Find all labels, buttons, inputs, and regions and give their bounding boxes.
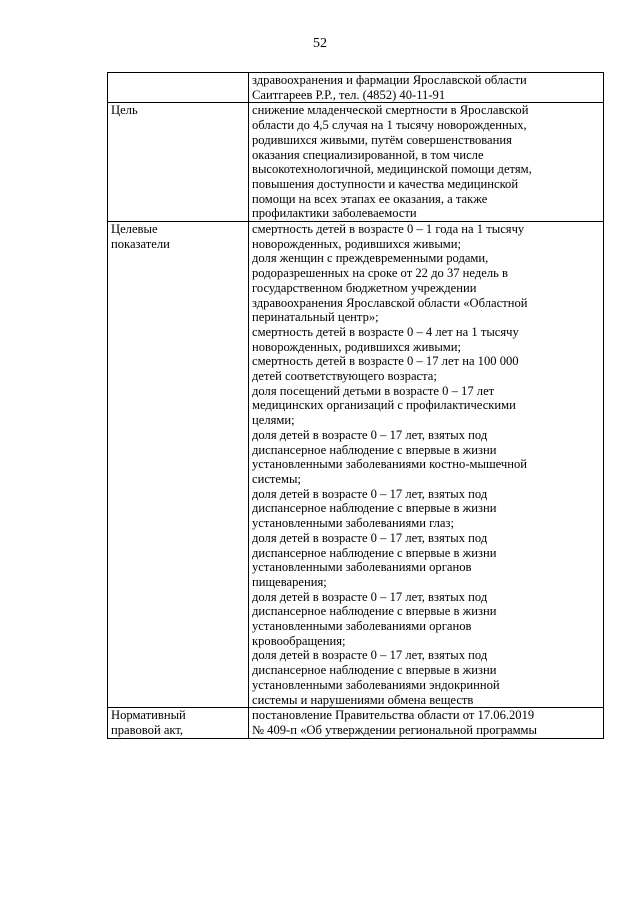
row-content-cell xyxy=(249,708,604,738)
row-content-line: здравоохранения Ярославской области «Областной xyxy=(252,295,528,310)
row-content-line: диспансерное наблюдение с впервые в жизни xyxy=(252,501,497,516)
table-row xyxy=(108,103,604,222)
page-number: 52 xyxy=(313,36,327,51)
row-label-line: Нормативный xyxy=(111,708,186,723)
row-content-line: установленными заболеваниями глаз; xyxy=(252,516,454,531)
row-label-line: Цель xyxy=(111,103,138,118)
row-content-cell xyxy=(249,73,604,103)
row-content-line: доля посещений детьми в возрасте 0 – 17 лет xyxy=(252,383,495,398)
table-row xyxy=(108,222,604,708)
row-content-line: диспансерное наблюдение с впервые в жизни xyxy=(252,545,497,560)
row-content-line: смертность детей в возрасте 0 – 17 лет на 100 000 xyxy=(252,354,519,369)
row-content-line: доля детей в возрасте 0 – 17 лет, взятых под xyxy=(252,648,488,663)
row-label-line: правовой акт, xyxy=(111,722,184,737)
row-content-line: оказания специализированной, в том числе xyxy=(252,147,484,162)
row-content-line: помощи на всех этапах ее оказания, а также xyxy=(252,191,488,206)
row-content-line: диспансерное наблюдение с впервые в жизни xyxy=(252,663,497,678)
row-content-line: диспансерное наблюдение с впервые в жизни xyxy=(252,604,497,619)
row-content-line: доля детей в возрасте 0 – 17 лет, взятых под xyxy=(252,589,488,604)
table-row xyxy=(108,73,604,103)
row-content-line: снижение младенческой смертности в Ярославской xyxy=(252,103,529,118)
row-content-line: родившихся живыми, путём совершенствования xyxy=(252,132,512,147)
row-content-line: детей соответствующего возраста; xyxy=(252,369,437,384)
row-content-cell xyxy=(249,103,604,222)
row-content-line: № 409-п «Об утверждении региональной программы xyxy=(252,722,537,737)
row-content-line: медицинских организаций с профилактическими xyxy=(252,398,516,413)
row-content-line: смертность детей в возрасте 0 – 4 лет на 1 тысячу xyxy=(252,324,519,339)
row-content-line: смертность детей в возрасте 0 – 1 года на 1 тысячу xyxy=(252,222,525,237)
row-content-line: новорожденных, родившихся живыми; xyxy=(252,339,461,354)
row-content-line: здравоохранения и фармации Ярославской области xyxy=(252,73,527,87)
row-content-line: кровообращения; xyxy=(252,633,346,648)
row-label-cell xyxy=(108,222,249,708)
row-content-line: пищеварения; xyxy=(252,574,327,589)
row-content-line: государственном бюджетном учреждении xyxy=(252,280,477,295)
row-label-line: показатели xyxy=(111,236,170,251)
row-content-line: доля детей в возрасте 0 – 17 лет, взятых под xyxy=(252,486,488,501)
row-label-cell xyxy=(108,708,249,738)
row-content-line: доля детей в возрасте 0 – 17 лет, взятых под xyxy=(252,427,488,442)
row-content-line: системы и нарушениями обмена веществ xyxy=(252,692,474,707)
row-content-cell xyxy=(249,222,604,708)
row-content-line: установленными заболеваниями костно-мышечной xyxy=(252,457,528,472)
row-content-line: целями; xyxy=(252,413,295,428)
row-content-line: Саитгареев Р.Р., тел. (4852) 40-11-91 xyxy=(252,87,446,102)
row-label-cell xyxy=(108,73,249,103)
row-label-line: Целевые xyxy=(111,222,158,237)
row-content-line: родоразрешенных на сроке от 22 до 37 недель в xyxy=(252,266,508,281)
row-content-line: системы; xyxy=(252,471,301,486)
row-content-line: профилактики заболеваемости xyxy=(252,206,417,221)
row-content-line: повышения доступности и качества медицинской xyxy=(252,176,519,191)
row-label-cell xyxy=(108,103,249,222)
row-content-line: установленными заболеваниями эндокринной xyxy=(252,677,500,692)
row-content-line: высокотехнологичной, медицинской помощи детям, xyxy=(252,162,532,177)
row-content-line: диспансерное наблюдение с впервые в жизни xyxy=(252,442,497,457)
table-row xyxy=(108,708,604,738)
row-content-line: установленными заболеваниями органов xyxy=(252,560,472,575)
passport-table xyxy=(107,72,604,739)
row-content-line: доля женщин с преждевременными родами, xyxy=(252,251,489,266)
row-content-line: новорожденных, родившихся живыми; xyxy=(252,236,461,251)
row-content-line: перинатальный центр»; xyxy=(252,310,379,325)
row-content-line: доля детей в возрасте 0 – 17 лет, взятых под xyxy=(252,530,488,545)
table-body xyxy=(108,73,604,739)
row-content-line: установленными заболеваниями органов xyxy=(252,619,472,634)
row-content-line: постановление Правительства области от 17.06.2019 xyxy=(252,708,535,723)
row-content-line: области до 4,5 случая на 1 тысячу новорожденных, xyxy=(252,118,527,133)
